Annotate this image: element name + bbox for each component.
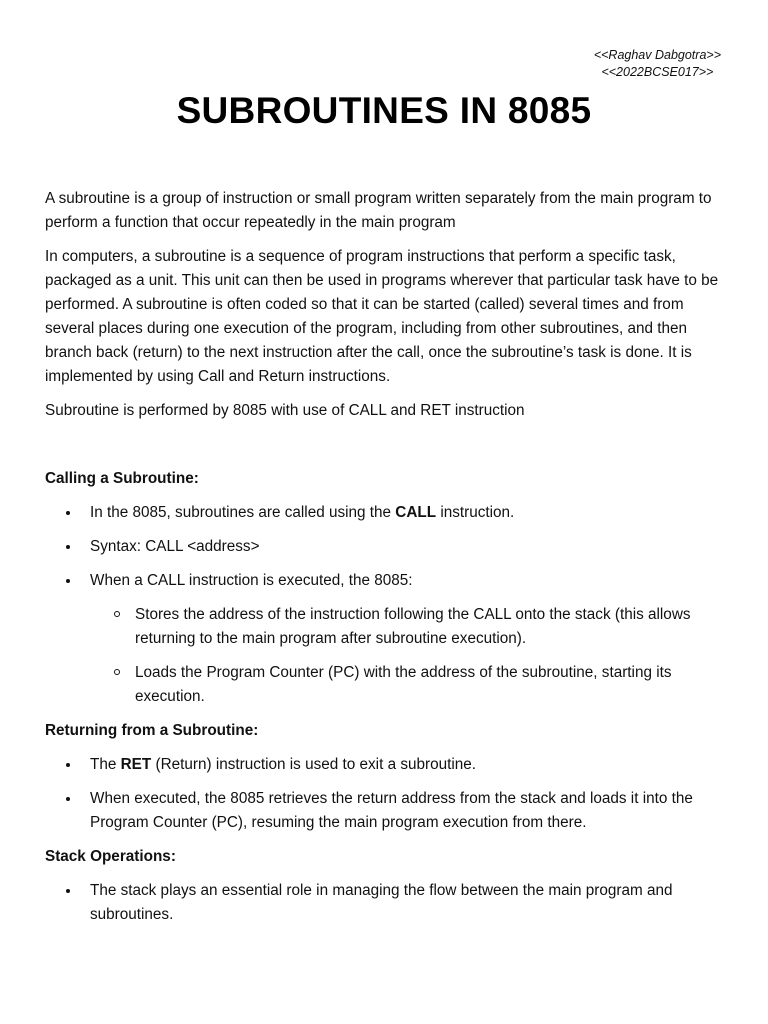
sub-bullet-icon	[114, 611, 120, 617]
list-item	[45, 787, 730, 835]
calling-item-1-pre: In the 8085, subroutines are called using the	[90, 504, 396, 521]
bullet-icon	[66, 797, 70, 801]
sub-list-item	[90, 661, 730, 709]
list-item	[45, 753, 730, 777]
sub-bullet-icon	[114, 669, 120, 675]
list-item	[45, 879, 730, 927]
calling-heading: Calling a Subroutine:	[45, 470, 199, 487]
returning-list	[45, 753, 730, 835]
intro-paragraph-3: Subroutine is performed by 8085 with use of CALL and RET instruction	[45, 402, 525, 419]
calling-sub-item-2: Loads the Program Counter (PC) with the address of the subroutine, starting its execution.	[135, 664, 672, 705]
calling-sublist	[90, 603, 730, 709]
spacer	[45, 433, 730, 467]
call-keyword: CALL	[395, 504, 437, 521]
bullet-icon	[66, 889, 70, 893]
intro-paragraph-2: In computers, a subroutine is a sequence of program instructions that perform a specific task, packaged as a unit. This unit can then be used in programs wherever that particular task have to be performed. A subroutine is often coded so that it can be started (called) several times and from several places during one execution of the program, including from other subroutines, and then branch back (return) to the next instruction after the call, once the subroutine’s task is done. It is implemented by using Call and Return instructions.	[45, 248, 719, 385]
bullet-icon	[66, 511, 70, 515]
author-name: <<Raghav Dabgotra>>	[593, 48, 721, 62]
calling-list	[45, 501, 730, 709]
returning-item-2: When executed, the 8085 retrieves the return address from the stack and loads it into the Program Counter (PC), resuming the main program execution from there.	[90, 790, 693, 831]
calling-item-2: Syntax: CALL <address>	[90, 538, 260, 555]
stack-heading: Stack Operations:	[45, 848, 176, 865]
list-item	[45, 569, 730, 709]
page-title: SUBROUTINES IN 8085	[176, 90, 592, 131]
stack-list	[45, 879, 730, 927]
calling-item-1-post: instruction.	[436, 504, 515, 521]
bullet-icon	[66, 579, 70, 583]
returning-heading: Returning from a Subroutine:	[45, 722, 259, 739]
author-id: <<2022BCSE017>>	[601, 65, 714, 79]
intro-paragraph-1: A subroutine is a group of instruction or small program written separately from the main program to perform a function that occur repeatedly in the main program	[45, 190, 712, 231]
calling-item-3: When a CALL instruction is executed, the 8085:	[90, 572, 413, 589]
author-block	[594, 47, 721, 81]
document-body	[45, 187, 730, 937]
ret-keyword: RET	[120, 756, 152, 773]
list-item	[45, 501, 730, 525]
list-item	[45, 535, 730, 559]
bullet-icon	[66, 763, 70, 767]
returning-item-1-pre: The	[90, 756, 121, 773]
calling-sub-item-1: Stores the address of the instruction following the CALL onto the stack (this allows returning to the main program after subroutine execution).	[135, 606, 691, 647]
bullet-icon	[66, 545, 70, 549]
returning-item-1-post: (Return) instruction is used to exit a subroutine.	[151, 756, 477, 773]
sub-list-item	[90, 603, 730, 651]
stack-item-1: The stack plays an essential role in managing the flow between the main program and subroutines.	[90, 882, 673, 923]
